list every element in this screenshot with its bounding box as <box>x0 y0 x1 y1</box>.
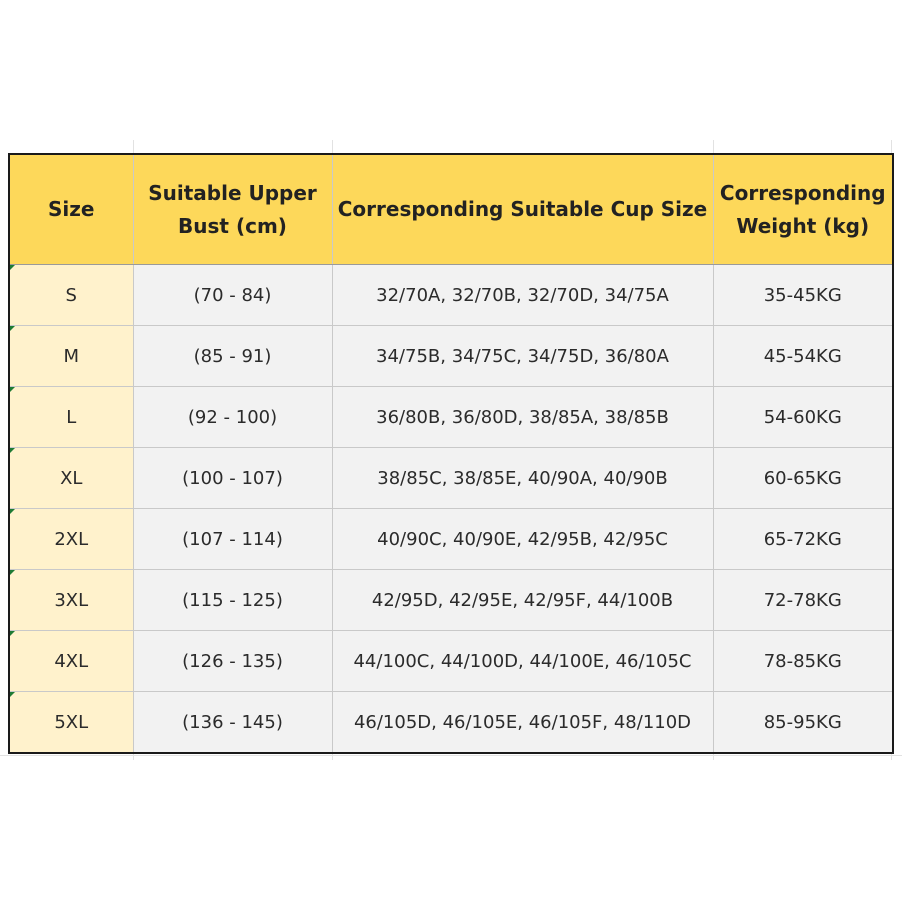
sheet-gridline <box>0 755 902 756</box>
upper-bust-cell: (100 - 107) <box>133 448 332 509</box>
upper-bust-cell: (70 - 84) <box>133 265 332 326</box>
upper-bust-cell: (126 - 135) <box>133 631 332 692</box>
cup-size-cell: 40/90C, 40/90E, 42/95B, 42/95C <box>332 509 713 570</box>
header-row <box>9 154 893 265</box>
cup-size-cell: 38/85C, 38/85E, 40/90A, 40/90B <box>332 448 713 509</box>
size-cell: XL <box>9 448 133 509</box>
size-cell: 2XL <box>9 509 133 570</box>
table-row <box>9 570 893 631</box>
upper-bust-cell: (92 - 100) <box>133 387 332 448</box>
cup-size-cell: 44/100C, 44/100D, 44/100E, 46/105C <box>332 631 713 692</box>
cup-size-cell: 46/105D, 46/105E, 46/105F, 48/110D <box>332 692 713 754</box>
weight-cell: 85-95KG <box>713 692 893 754</box>
table-row <box>9 387 893 448</box>
table-row <box>9 631 893 692</box>
weight-cell: 78-85KG <box>713 631 893 692</box>
weight-cell: 65-72KG <box>713 509 893 570</box>
weight-cell: 60-65KG <box>713 448 893 509</box>
header-cup-size: Corresponding Suitable Cup Size <box>332 154 713 265</box>
size-chart-table <box>8 153 894 754</box>
size-cell: 5XL <box>9 692 133 754</box>
table-row <box>9 448 893 509</box>
header-size: Size <box>9 154 133 265</box>
size-cell: S <box>9 265 133 326</box>
cup-size-cell: 36/80B, 36/80D, 38/85A, 38/85B <box>332 387 713 448</box>
size-cell: 3XL <box>9 570 133 631</box>
upper-bust-cell: (85 - 91) <box>133 326 332 387</box>
upper-bust-cell: (107 - 114) <box>133 509 332 570</box>
upper-bust-cell: (136 - 145) <box>133 692 332 754</box>
weight-cell: 35-45KG <box>713 265 893 326</box>
upper-bust-cell: (115 - 125) <box>133 570 332 631</box>
size-cell: 4XL <box>9 631 133 692</box>
weight-cell: 54-60KG <box>713 387 893 448</box>
weight-cell: 45-54KG <box>713 326 893 387</box>
table-row <box>9 509 893 570</box>
size-cell: L <box>9 387 133 448</box>
size-cell: M <box>9 326 133 387</box>
table-row <box>9 326 893 387</box>
header-upper-bust: Suitable Upper Bust (cm) <box>133 154 332 265</box>
cup-size-cell: 34/75B, 34/75C, 34/75D, 36/80A <box>332 326 713 387</box>
weight-cell: 72-78KG <box>713 570 893 631</box>
table-row <box>9 265 893 326</box>
cup-size-cell: 32/70A, 32/70B, 32/70D, 34/75A <box>332 265 713 326</box>
cup-size-cell: 42/95D, 42/95E, 42/95F, 44/100B <box>332 570 713 631</box>
header-weight: Corresponding Weight (kg) <box>713 154 893 265</box>
table-row <box>9 692 893 754</box>
